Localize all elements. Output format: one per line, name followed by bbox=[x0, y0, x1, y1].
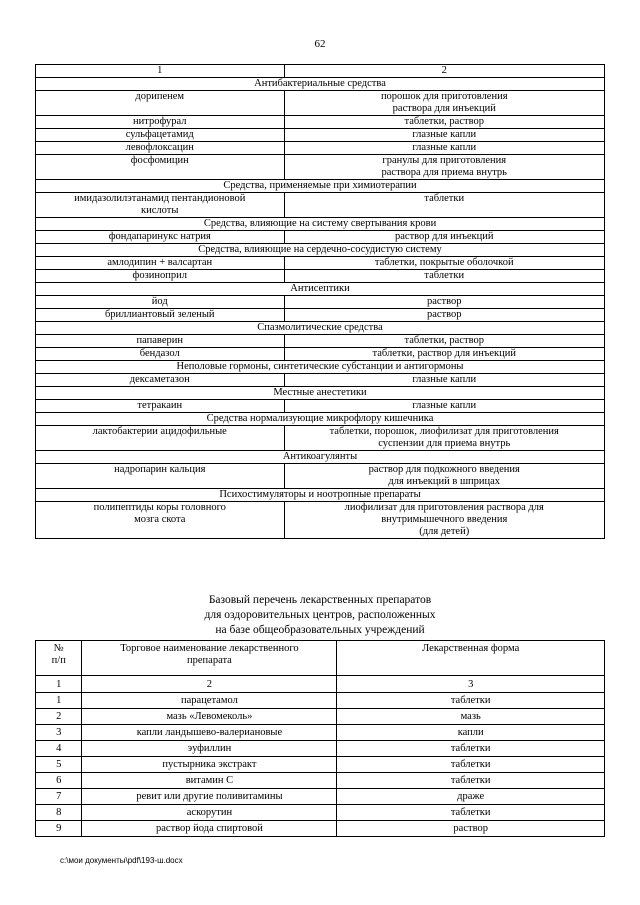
row-number: 9 bbox=[36, 821, 82, 837]
drug-name: полипептиды коры головного мозга скота bbox=[36, 502, 285, 539]
drug-name: фосфомицин bbox=[36, 155, 285, 180]
table-row bbox=[36, 464, 605, 489]
table-row bbox=[36, 400, 605, 413]
dosage-form: глазные капли bbox=[284, 400, 605, 413]
column-number: 2 bbox=[82, 676, 337, 693]
dosage-form: раствор bbox=[284, 309, 605, 322]
drug-name: сульфацетамид bbox=[36, 129, 285, 142]
table-row bbox=[36, 361, 605, 374]
column-number: 3 bbox=[337, 676, 605, 693]
table-row bbox=[36, 489, 605, 502]
table-row bbox=[36, 741, 605, 757]
drug-name: лактобактерии ацидофильные bbox=[36, 426, 285, 451]
table-row bbox=[36, 725, 605, 741]
dosage-form: таблетки, раствор bbox=[284, 116, 605, 129]
list-caption: Базовый перечень лекарственных препаратов для оздоровительных центров, расположенных на базе общеобразовательных учреждений bbox=[204, 594, 436, 636]
drug-name: капли ландышево-валериановые bbox=[82, 725, 337, 741]
drug-name: бриллиантовый зеленый bbox=[36, 309, 285, 322]
column-number-header: 1 bbox=[36, 65, 285, 78]
section-heading: Психостимуляторы и ноотропные препараты bbox=[36, 489, 605, 502]
table-row bbox=[36, 773, 605, 789]
section-heading: Антибактериальные средства bbox=[36, 78, 605, 91]
dosage-form: гранулы для приготовления раствора для приема внутрь bbox=[284, 155, 605, 180]
dosage-form: глазные капли bbox=[284, 129, 605, 142]
table-row bbox=[36, 757, 605, 773]
table-row bbox=[36, 231, 605, 244]
table-row bbox=[36, 116, 605, 129]
drug-name: надропарин кальция bbox=[36, 464, 285, 489]
section-heading: Местные анестетики bbox=[36, 387, 605, 400]
section-heading: Средства нормализующие микрофлору кишечника bbox=[36, 413, 605, 426]
dosage-form: таблетки bbox=[284, 270, 605, 283]
table-row bbox=[36, 709, 605, 725]
section-heading: Неполовые гормоны, синтетические субстанции и антигормоны bbox=[36, 361, 605, 374]
column-header: Лекарственная форма bbox=[337, 641, 605, 676]
drug-name: левофлоксацин bbox=[36, 142, 285, 155]
row-number: 1 bbox=[36, 693, 82, 709]
file-path-footer: c:\мои документы\pdf\193-ш.docx bbox=[60, 856, 183, 865]
row-number: 2 bbox=[36, 709, 82, 725]
dosage-form: таблетки bbox=[284, 193, 605, 218]
dosage-form: глазные капли bbox=[284, 374, 605, 387]
drug-name: раствор йода спиртовой bbox=[82, 821, 337, 837]
drug-name: фозиноприл bbox=[36, 270, 285, 283]
drug-name: парацетамол bbox=[82, 693, 337, 709]
table-row bbox=[36, 451, 605, 464]
table-row bbox=[36, 78, 605, 91]
drug-name: эуфиллин bbox=[82, 741, 337, 757]
dosage-form: раствор для инъекций bbox=[284, 231, 605, 244]
table-row bbox=[36, 502, 605, 539]
section-heading: Спазмолитические средства bbox=[36, 322, 605, 335]
dosage-form: таблетки, покрытые оболочкой bbox=[284, 257, 605, 270]
table-row bbox=[36, 335, 605, 348]
row-number: 5 bbox=[36, 757, 82, 773]
section-heading: Средства, влияющие на систему свертывания крови bbox=[36, 218, 605, 231]
drug-table-continued bbox=[35, 64, 605, 539]
table-row bbox=[36, 283, 605, 296]
table-row bbox=[36, 374, 605, 387]
drug-name: витамин С bbox=[82, 773, 337, 789]
section-heading: Антикоагулянты bbox=[36, 451, 605, 464]
table-row bbox=[36, 244, 605, 257]
dosage-form: таблетки bbox=[337, 741, 605, 757]
dosage-form: таблетки, раствор bbox=[284, 335, 605, 348]
row-number: 3 bbox=[36, 725, 82, 741]
column-number-header: 2 bbox=[284, 65, 605, 78]
dosage-form: глазные капли bbox=[284, 142, 605, 155]
column-header: № п/п bbox=[36, 641, 82, 676]
table-row bbox=[36, 821, 605, 837]
dosage-form: таблетки bbox=[337, 805, 605, 821]
dosage-form: мазь bbox=[337, 709, 605, 725]
dosage-form: капли bbox=[337, 725, 605, 741]
dosage-form: лиофилизат для приготовления раствора для внутримышечного введения (для детей) bbox=[284, 502, 605, 539]
table-row bbox=[36, 348, 605, 361]
drug-name: бендазол bbox=[36, 348, 285, 361]
table-row bbox=[36, 693, 605, 709]
table-row bbox=[36, 322, 605, 335]
table-row bbox=[36, 180, 605, 193]
table-row bbox=[36, 387, 605, 400]
section-heading: Средства, влияющие на сердечно-сосудистую систему bbox=[36, 244, 605, 257]
dosage-form: таблетки bbox=[337, 757, 605, 773]
column-header: Торговое наименование лекарственного препарата bbox=[82, 641, 337, 676]
dosage-form: раствор bbox=[284, 296, 605, 309]
drug-name: тетракаин bbox=[36, 400, 285, 413]
drug-name: дорипенем bbox=[36, 91, 285, 116]
row-number: 6 bbox=[36, 773, 82, 789]
table-row bbox=[36, 309, 605, 322]
dosage-form: раствор для подкожного введения для инъекций в шприцах bbox=[284, 464, 605, 489]
drug-name: йод bbox=[36, 296, 285, 309]
dosage-form: драже bbox=[337, 789, 605, 805]
table-row bbox=[36, 218, 605, 231]
dosage-form: таблетки, порошок, лиофилизат для приготовления суспензии для приема внутрь bbox=[284, 426, 605, 451]
drug-name: пустырника экстракт bbox=[82, 757, 337, 773]
table-row bbox=[36, 155, 605, 180]
page-number: 62 bbox=[314, 38, 326, 50]
table-row bbox=[36, 789, 605, 805]
table-row bbox=[36, 193, 605, 218]
drug-name: нитрофурал bbox=[36, 116, 285, 129]
table-row bbox=[36, 257, 605, 270]
drug-name: папаверин bbox=[36, 335, 285, 348]
dosage-form: порошок для приготовления раствора для инъекций bbox=[284, 91, 605, 116]
section-heading: Антисептики bbox=[36, 283, 605, 296]
dosage-form: таблетки bbox=[337, 773, 605, 789]
drug-name: аскорутин bbox=[82, 805, 337, 821]
table-row bbox=[36, 426, 605, 451]
table-row bbox=[36, 805, 605, 821]
drug-name: мазь «Левомеколь» bbox=[82, 709, 337, 725]
table-row bbox=[36, 413, 605, 426]
drug-name: дексаметазон bbox=[36, 374, 285, 387]
drug-name: фондапаринукс натрия bbox=[36, 231, 285, 244]
table-row bbox=[36, 296, 605, 309]
row-number: 8 bbox=[36, 805, 82, 821]
drug-name: ревит или другие поливитамины bbox=[82, 789, 337, 805]
section-heading: Средства, применяемые при химиотерапии bbox=[36, 180, 605, 193]
dosage-form: таблетки, раствор для инъекций bbox=[284, 348, 605, 361]
base-drug-list-table bbox=[35, 640, 605, 837]
drug-name: имидазолилэтанамид пентандионовой кислоты bbox=[36, 193, 285, 218]
dosage-form: раствор bbox=[337, 821, 605, 837]
table-row bbox=[36, 129, 605, 142]
dosage-form: таблетки bbox=[337, 693, 605, 709]
column-number: 1 bbox=[36, 676, 82, 693]
row-number: 7 bbox=[36, 789, 82, 805]
row-number: 4 bbox=[36, 741, 82, 757]
table-row bbox=[36, 270, 605, 283]
table-row bbox=[36, 91, 605, 116]
drug-name: амлодипин + валсартан bbox=[36, 257, 285, 270]
table-row bbox=[36, 142, 605, 155]
